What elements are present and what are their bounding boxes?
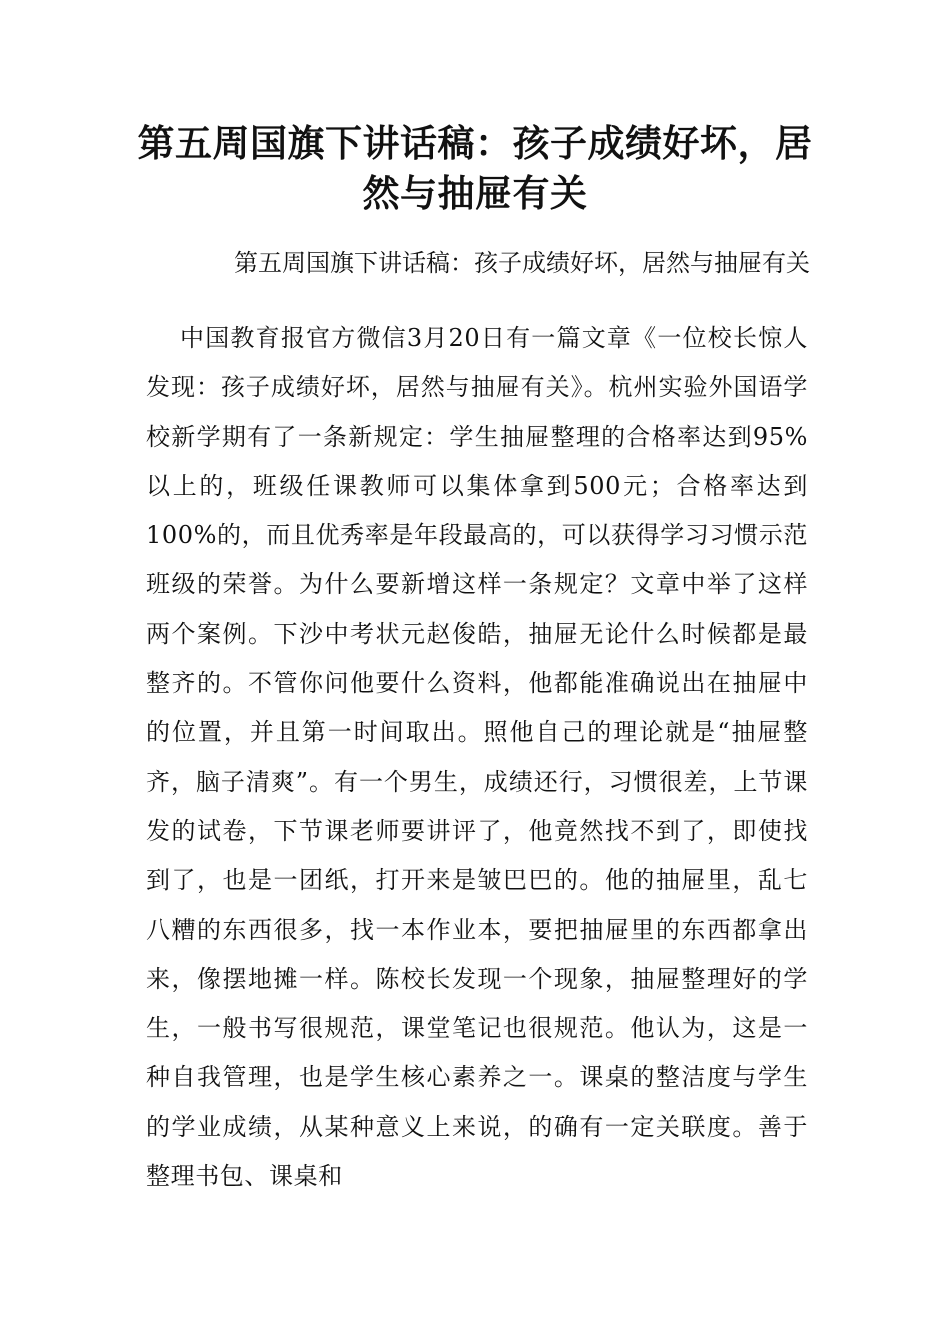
document-subtitle: 第五周国旗下讲话稿：孩子成绩好坏，居然与抽屉有关 <box>234 249 810 277</box>
body-paragraph: 中国教育报官方微信3月20日有一篇文章《一位校长惊人发现：孩子成绩好坏，居然与抽屉有关》。杭州实验外国语学校新学期有了一条新规定：学生抽屉整理的合格率达到95%以上的，班级任课教师可以集体拿到500元；合格率达到100%的，而且优秀率是年段最高的，可以获得学习习惯示范班级的荣誉。为什么要新增这样一条规定？文章中举了这样两个案例。下沙中考状元赵俊皓，抽屉无论什么时候都是最整齐的。不管你问他要什么资料，他都能准确说出在抽屉中的位置，并且第一时间取出。照他自己的理论就是“抽屉整齐，脑子清爽”。有一个男生，成绩还行，习惯很差，上节课发的试卷，下节课老师要讲评了，他竟然找不到了，即使找到了，也是一团纸，打开来是皱巴巴的。他的抽屉里，乱七八糟的东西很多，找一本作业本，要把抽屉里的东西都拿出来，像摆地摊一样。陈校长发现一个现象，抽屉整理好的学生，一般书写很规范，课堂笔记也很规范。他认为，这是一种自我管理，也是学生核心素养之一。课桌的整洁度与学生的学业成绩，从某种意义上来说，的确有一定关联度。善于整理书包、课桌和 <box>146 324 808 1191</box>
document-title: 第五周国旗下讲话稿：孩子成绩好坏，居然与抽屉有关 <box>137 121 813 215</box>
